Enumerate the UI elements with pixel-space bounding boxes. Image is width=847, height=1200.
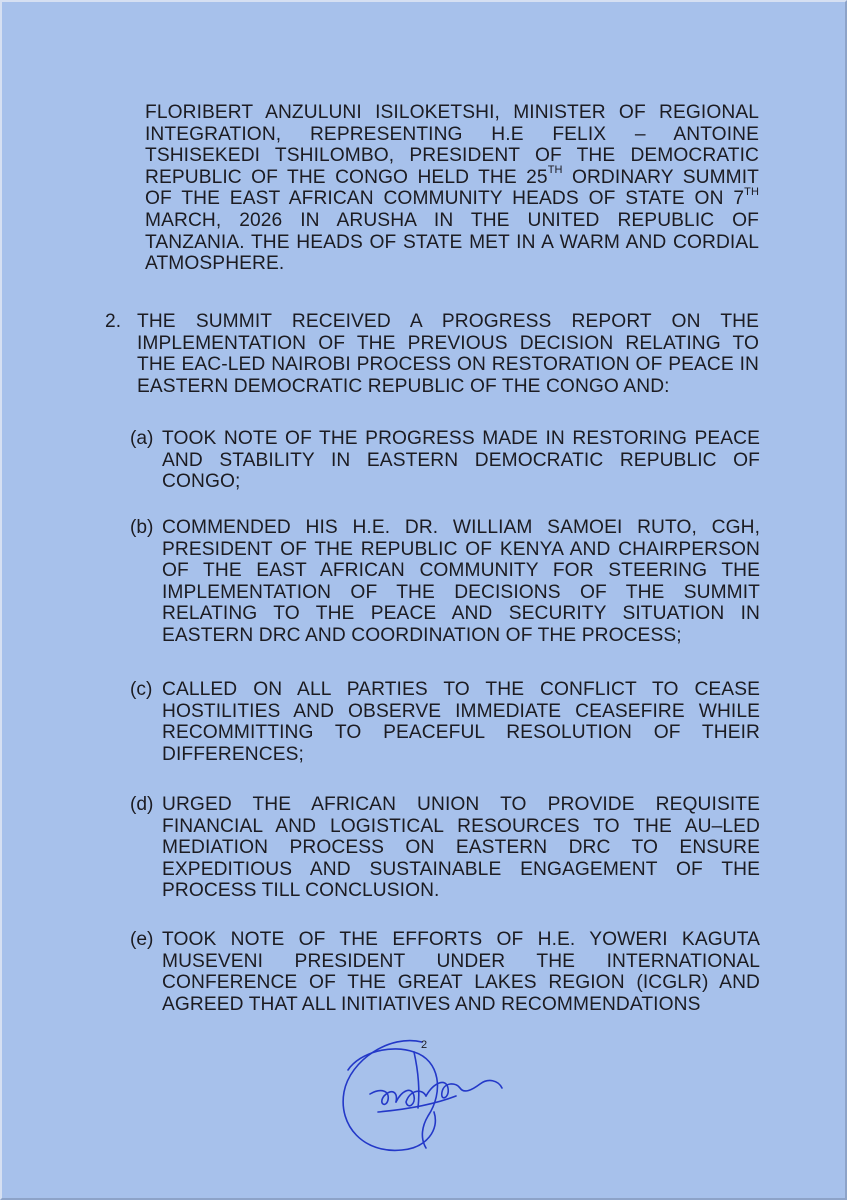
subitem-b-marker: (b): [130, 517, 154, 538]
subitem-c-marker: (c): [130, 679, 153, 700]
intro-superscript-1: TH: [547, 164, 563, 177]
handwritten-signature: [330, 1030, 530, 1160]
page-number: 2: [421, 1039, 428, 1051]
subitem-e-text: TOOK NOTE OF THE EFFORTS OF H.E. YOWERI KAGUTA MUSEVENI PRESIDENT UNDER THE INTERNATIONAL CONFERENCE OF THE GREAT LAKES REGION (ICGLR) AND AGREED THAT ALL INITIATIVES AND RECOMMENDATIONS: [162, 929, 760, 1015]
subitem-d-text: URGED THE AFRICAN UNION TO PROVIDE REQUISITE FINANCIAL AND LOGISTICAL RESOURCES TO THE AU–LED MEDIATION PROCESS ON EASTERN DRC TO ENSURE EXPEDITIOUS AND SUSTAINABLE ENGAGEMENT OF THE PROCESS TILL CONCLUSION.: [162, 794, 760, 902]
subitem-a-marker: (a): [130, 428, 154, 449]
subitem-d-marker: (d): [130, 794, 154, 815]
intro-text-1: FLORIBERT ANZULUNI ISILOKETSHI, MINISTER OF REGIONAL INTEGRATION, REPRESENTING H.E FELIX – ANTOINE TSHISEKEDI TSHILOMBO, PRESIDENT OF THE DEMOCRATIC REPUBLIC OF THE CONGO HELD THE 25: [145, 102, 759, 188]
subitem-a-text: TOOK NOTE OF THE PROGRESS MADE IN RESTORING PEACE AND STABILITY IN EASTERN DEMOCRATIC REPUBLIC OF CONGO;: [162, 428, 760, 493]
intro-text-2: ORDINARY SUMMIT OF THE EAST AFRICAN COMMUNITY HEADS OF STATE ON 7: [145, 166, 759, 210]
subitem-b-text: COMMENDED HIS H.E. DR. WILLIAM SAMOEI RUTO, CGH, PRESIDENT OF THE REPUBLIC OF KENYA AND CHAIRPERSON OF THE EAST AFRICAN COMMUNITY FOR STEERING THE IMPLEMENTATION OF THE DECISIONS OF THE SUMMIT RELATING TO THE PEACE AND SECURITY SITUATION IN EASTERN DRC AND COORDINATION OF THE PROCESS;: [162, 517, 760, 646]
subitem-c-text: CALLED ON ALL PARTIES TO THE CONFLICT TO CEASE HOSTILITIES AND OBSERVE IMMEDIATE CEASEFIRE WHILE RECOMMITTING TO PEACEFUL RESOLUTION OF THEIR DIFFERENCES;: [162, 679, 760, 765]
item-2-paragraph: THE SUMMIT RECEIVED A PROGRESS REPORT ON THE IMPLEMENTATION OF THE PREVIOUS DECISION RELATING TO THE EAC-LED NAIROBI PROCESS ON RESTORATION OF PEACE IN EASTERN DEMOCRATIC REPUBLIC OF THE CONGO AND:: [137, 311, 759, 397]
item-2-number: 2.: [105, 311, 122, 332]
subitem-e-marker: (e): [130, 929, 154, 950]
intro-paragraph: [145, 102, 759, 275]
intro-text-3: MARCH, 2026 IN ARUSHA IN THE UNITED REPUBLIC OF TANZANIA. THE HEADS OF STATE MET IN A WARM AND CORDIAL ATMOSPHERE.: [145, 209, 759, 275]
intro-superscript-2: TH: [744, 185, 759, 198]
